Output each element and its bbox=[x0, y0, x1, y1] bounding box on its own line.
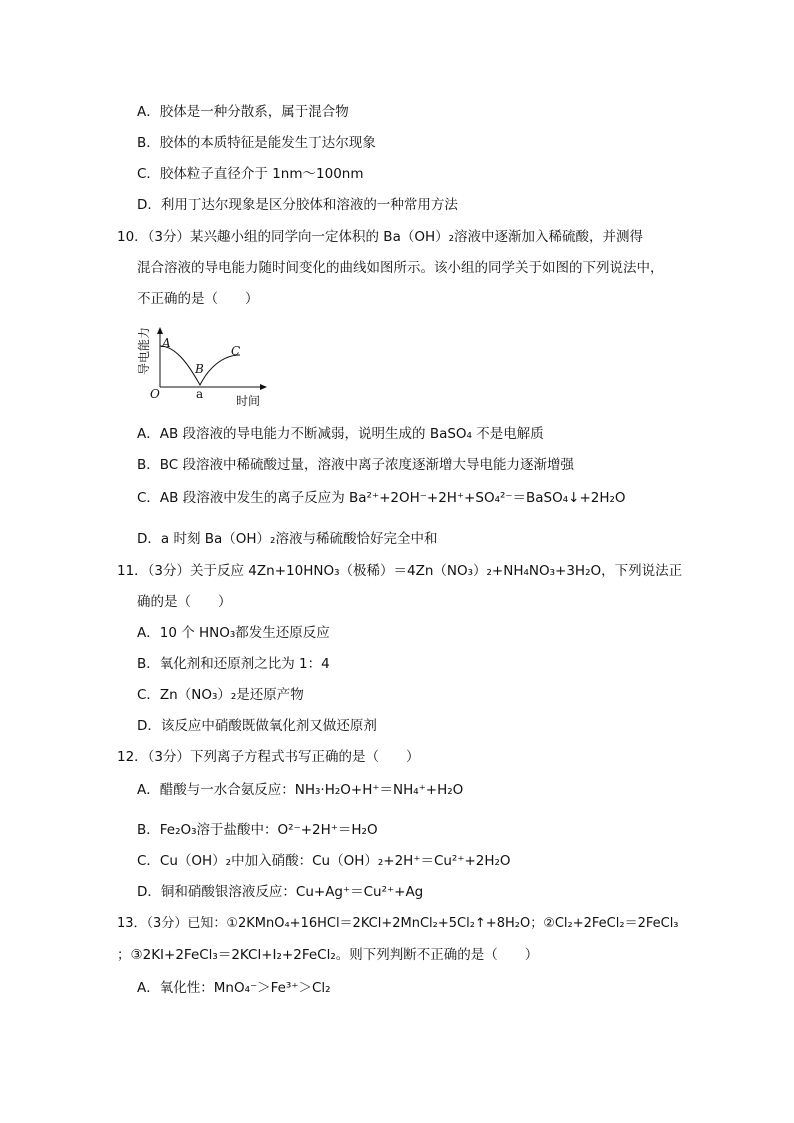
q10-stem-line3: 不正确的是（ ） bbox=[137, 291, 259, 307]
y-axis-arrow bbox=[157, 327, 163, 334]
q11-stem-line2: 确的是（ ） bbox=[137, 594, 232, 610]
q12-option-c: C．Cu（OH）₂中加入硝酸：Cu（OH）₂+2H⁺＝Cu²⁺+2H₂O bbox=[137, 853, 511, 869]
y-axis-label: 导电能力 bbox=[137, 326, 151, 375]
point-a-label: A bbox=[162, 336, 171, 350]
q11-option-d: D．该反应中硝酸既做氧化剂又做还原剂 bbox=[137, 718, 377, 734]
q10-stem-line2: 混合溶液的导电能力随时间变化的曲线如图所示。该小组的同学关于如图的下列说法中， bbox=[137, 260, 664, 276]
q11-option-a: A．10 个 HNO₃都发生还原反应 bbox=[137, 625, 330, 641]
q13-stem-line2: ；③2KI+2FeCl₃＝2KCl+I₂+2FeCl₂。则下列判断不正确的是（ ） bbox=[117, 947, 539, 963]
q12-stem: 12．（3分）下列离子方程式书写正确的是（ ） bbox=[117, 749, 420, 765]
point-c-label: C bbox=[231, 344, 241, 358]
x-axis-label: 时间 bbox=[236, 394, 261, 408]
q10-option-a: A．AB 段溶液的导电能力不断减弱，说明生成的 BaSO₄ 不是电解质 bbox=[137, 426, 544, 442]
q10-conductivity-figure bbox=[137, 325, 270, 408]
q11-option-b: B．氧化剂和还原剂之比为 1：4 bbox=[137, 656, 330, 672]
q11-stem-line1: 11．（3分）关于反应 4Zn+10HNO₃（极稀）＝4Zn（NO₃）₂+NH₄NO₃+3H₂O，下列说法正 bbox=[117, 563, 683, 579]
origin-label: O bbox=[150, 387, 160, 401]
q9-option-a: A．胶体是一种分散系，属于混合物 bbox=[137, 104, 349, 120]
point-b-label: B bbox=[195, 362, 204, 376]
q10-option-b: B．BC 段溶液中稀硫酸过量，溶液中离子浓度逐渐增大导电能力逐渐增强 bbox=[137, 457, 575, 473]
x-axis-arrow bbox=[260, 384, 267, 390]
q11-option-c: C．Zn（NO₃）₂是还原产物 bbox=[137, 687, 304, 703]
tick-a-label: a bbox=[196, 387, 204, 401]
q13-stem-line1: 13．（3分）已知：①2KMnO₄+16HCl＝2KCl+2MnCl₂+5Cl₂↑+8H₂O；②Cl₂+2FeCl₂＝2FeCl₃ bbox=[117, 916, 679, 931]
q13-option-a: A．氧化性：MnO₄⁻＞Fe³⁺＞Cl₂ bbox=[137, 980, 331, 996]
q12-option-a: A．醋酸与一水合氨反应：NH₃·H₂O+H⁺＝NH₄⁺+H₂O bbox=[137, 782, 464, 798]
q9-option-b: B．胶体的本质特征是能发生丁达尔现象 bbox=[137, 135, 376, 151]
q10-option-c: C．AB 段溶液中发生的离子反应为 Ba²⁺+2OH⁻+2H⁺+SO₄²⁻＝BaSO₄↓+2H₂O bbox=[137, 490, 626, 506]
q9-option-c: C．胶体粒子直径介于 1nm～100nm bbox=[137, 166, 364, 182]
q10-stem-line1: 10．（3分）某兴趣小组的同学向一定体积的 Ba（OH）₂溶液中逐渐加入稀硫酸，并测得 bbox=[117, 229, 644, 245]
q12-option-b: B．Fe₂O₃溶于盐酸中：O²⁻+2H⁺＝H₂O bbox=[137, 822, 378, 838]
q10-option-d: D．a 时刻 Ba（OH）₂溶液与稀硫酸恰好完全中和 bbox=[137, 531, 438, 547]
q9-option-d: D．利用丁达尔现象是区分胶体和溶液的一种常用方法 bbox=[137, 197, 458, 213]
q12-option-d: D．铜和硝酸银溶液反应：Cu+Ag⁺＝Cu²⁺+Ag bbox=[137, 884, 424, 900]
